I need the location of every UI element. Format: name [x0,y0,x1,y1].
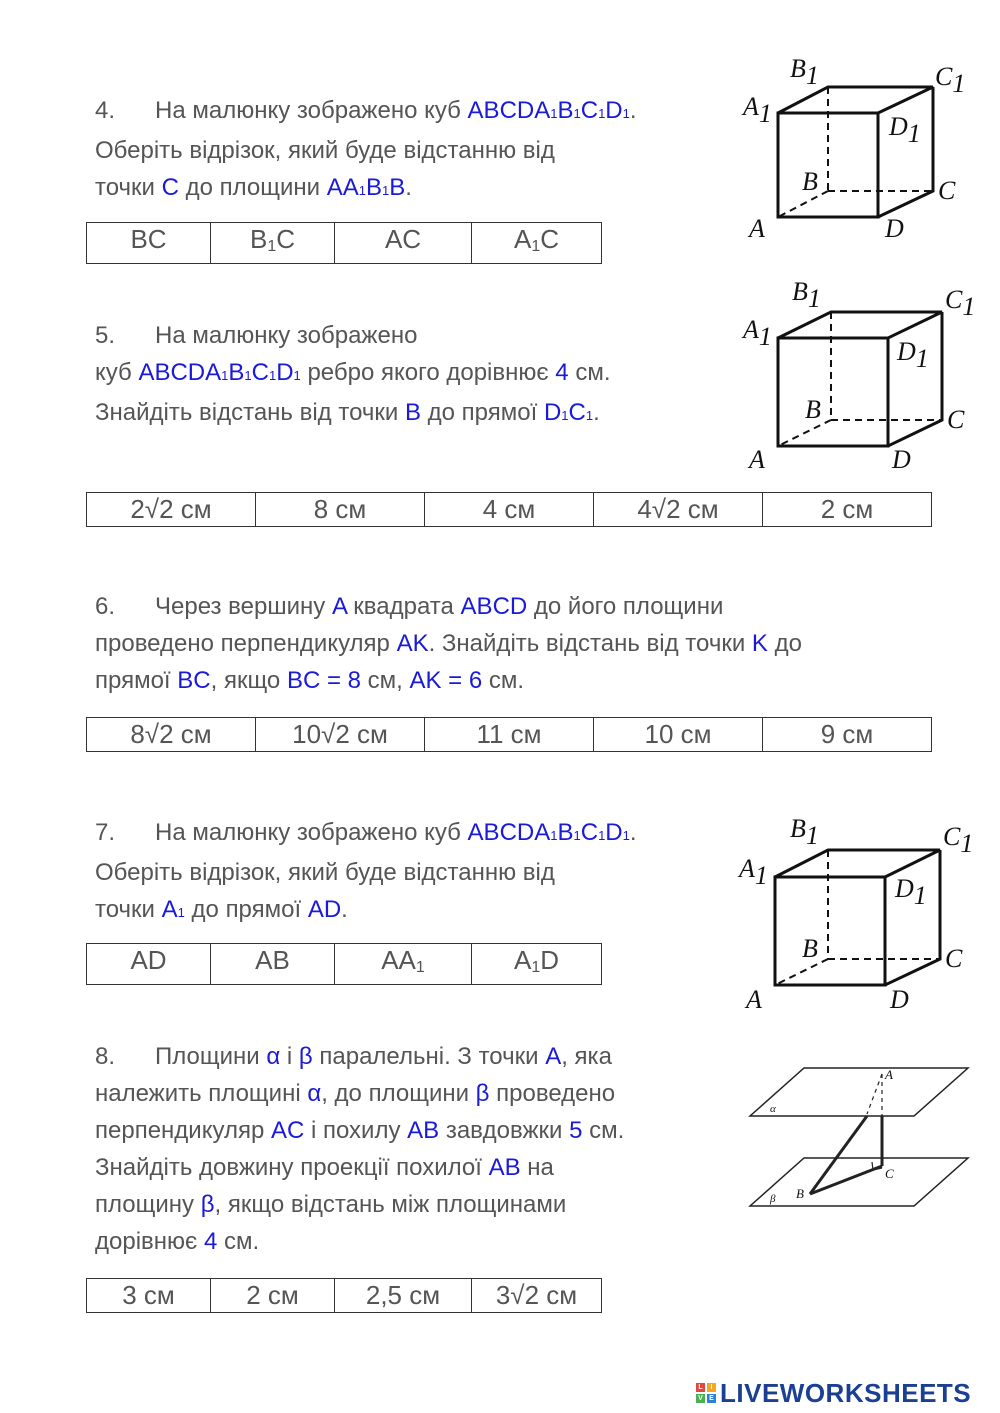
label-point-A: A [885,1067,893,1082]
liveworksheets-logo[interactable] [696,1378,971,1408]
q8-option-2[interactable]: 2 см [211,1279,335,1313]
label-beta: β [770,1193,776,1205]
q6-option-3[interactable]: 11 см [425,718,594,752]
q5-option-3[interactable]: 4 см [425,493,594,527]
q7-line2: Оберіть відрізок, який буде відстанню від [95,859,555,886]
q7-option-2[interactable]: AB [211,944,335,985]
q5-line1: 5. На малюнку зображено [95,322,418,349]
q6-line1: 6. Через вершину A квадрата ABCD до його площини [95,593,724,620]
q6-line2: проведено перпендикуляр AK. Знайдіть відстань від точки K до [95,630,802,657]
q6-option-1[interactable]: 8√2 см [87,718,256,752]
label-B: B [805,395,821,424]
q6-option-2[interactable]: 10√2 см [256,718,425,752]
label-A1: A1 [739,854,768,890]
q7-line1: 7. На малюнку зображено куб ABCDA1B1C1D1. [95,819,637,846]
cube-diagram-q4 [735,55,970,245]
logo-mark-e: E [707,1394,716,1403]
q8-option-4[interactable]: 3√2 см [472,1279,602,1313]
question-4-text [95,92,637,209]
label-B: B [802,934,818,963]
label-D1: D1 [897,337,929,373]
label-D: D [885,214,904,243]
label-D1: D1 [895,874,927,910]
cube-svg-q4 [735,55,970,245]
question-6-text [95,588,802,699]
label-D1: D1 [889,112,921,148]
q8-option-3[interactable]: 2,5 см [335,1279,472,1313]
q8-line6: дорівнює 4 см. [95,1228,260,1255]
label-alpha: α [770,1103,776,1115]
q4-option-2[interactable]: $B_1C$ [211,223,335,264]
label-A: A [746,985,762,1013]
q4-line1: 4. На малюнку зображено куб ABCDA1B1C1D1. [95,97,637,124]
q4-option-3[interactable]: AC [335,223,472,264]
q6-line3: прямої BC, якщо BC = 8 см, AK = 6 см. [95,667,525,694]
q4-line3: точки C до площини AA1B1B. [95,174,412,201]
q8-line1: 8. Площини α і β паралельні. З точки A, яка [95,1043,612,1070]
logo-mark-i: I [707,1383,716,1392]
cube-diagram-q5 [735,280,975,475]
plane-alpha [750,1068,968,1116]
label-point-B: B [796,1186,804,1201]
label-C1: C1 [935,62,966,98]
cube-svg-q7 [735,815,975,1013]
label-B: B [802,167,818,196]
q8-line2: належить площині α, до площини β проведено [95,1080,616,1107]
q5-line3: Знайдіть відстань від точки B до прямої D1C1. [95,399,600,426]
q5-answer-options [86,492,932,527]
q7-line3: точки A1 до прямої AD. [95,896,348,923]
cube-diagram-q7 [735,815,975,1013]
logo-mark-v: V [696,1394,705,1403]
label-C: C [945,944,963,973]
q7-option-4[interactable]: $A_1D$ [472,944,602,985]
q6-answer-options [86,717,932,752]
label-A: A [749,214,765,243]
q6-option-5[interactable]: 9 см [763,718,932,752]
label-B1: B1 [792,280,821,313]
logo-text: LIVEWORKSHEETS [720,1377,972,1408]
plane-beta [750,1158,968,1206]
label-B1: B1 [790,55,819,90]
label-point-C: C [885,1166,894,1181]
label-C: C [947,405,965,434]
q5-option-1[interactable]: 2√2 см [87,493,256,527]
question-7-text [95,814,637,931]
question-5-text [95,317,611,434]
planes-svg [742,1062,974,1212]
label-C1: C1 [945,285,975,321]
label-A1: A1 [743,315,772,351]
q5-line2: куб ABCDA1B1C1D1 ребро якого дорівнює 4 см. [95,359,611,386]
logo-mark-icon [696,1383,716,1403]
label-C: C [938,176,956,205]
q4-option-1[interactable]: BC [87,223,211,264]
label-C1: C1 [943,822,974,858]
label-D: D [890,985,909,1013]
q7-answer-options [86,943,602,985]
q8-line4: Знайдіть довжину проекції похилої AB на [95,1154,554,1181]
q8-line3: перпендикуляр AC і похилу AB завдовжки 5 см. [95,1117,625,1144]
q5-option-2[interactable]: 8 см [256,493,425,527]
q7-option-1[interactable]: AD [87,944,211,985]
logo-mark-l: L [696,1383,705,1392]
label-B1: B1 [790,815,819,850]
cube-svg-q5 [735,280,975,475]
q5-option-4[interactable]: 4√2 см [594,493,763,527]
q6-option-4[interactable]: 10 см [594,718,763,752]
planes-diagram-q8 [742,1062,974,1212]
q8-answer-options [86,1278,602,1313]
q8-line5: площину β, якщо відстань між площинами [95,1191,567,1218]
label-D: D [892,445,911,474]
q4-answer-options [86,222,602,264]
label-A: A [749,445,765,474]
q4-line2: Оберіть відрізок, який буде відстанню від [95,137,555,164]
question-8-text [95,1038,624,1260]
q7-option-3[interactable]: $AA_1$ [335,944,472,985]
q8-option-1[interactable]: 3 см [87,1279,211,1313]
label-A1: A1 [743,92,772,128]
q5-option-5[interactable]: 2 см [763,493,932,527]
q4-option-4[interactable]: $A_1C$ [472,223,602,264]
